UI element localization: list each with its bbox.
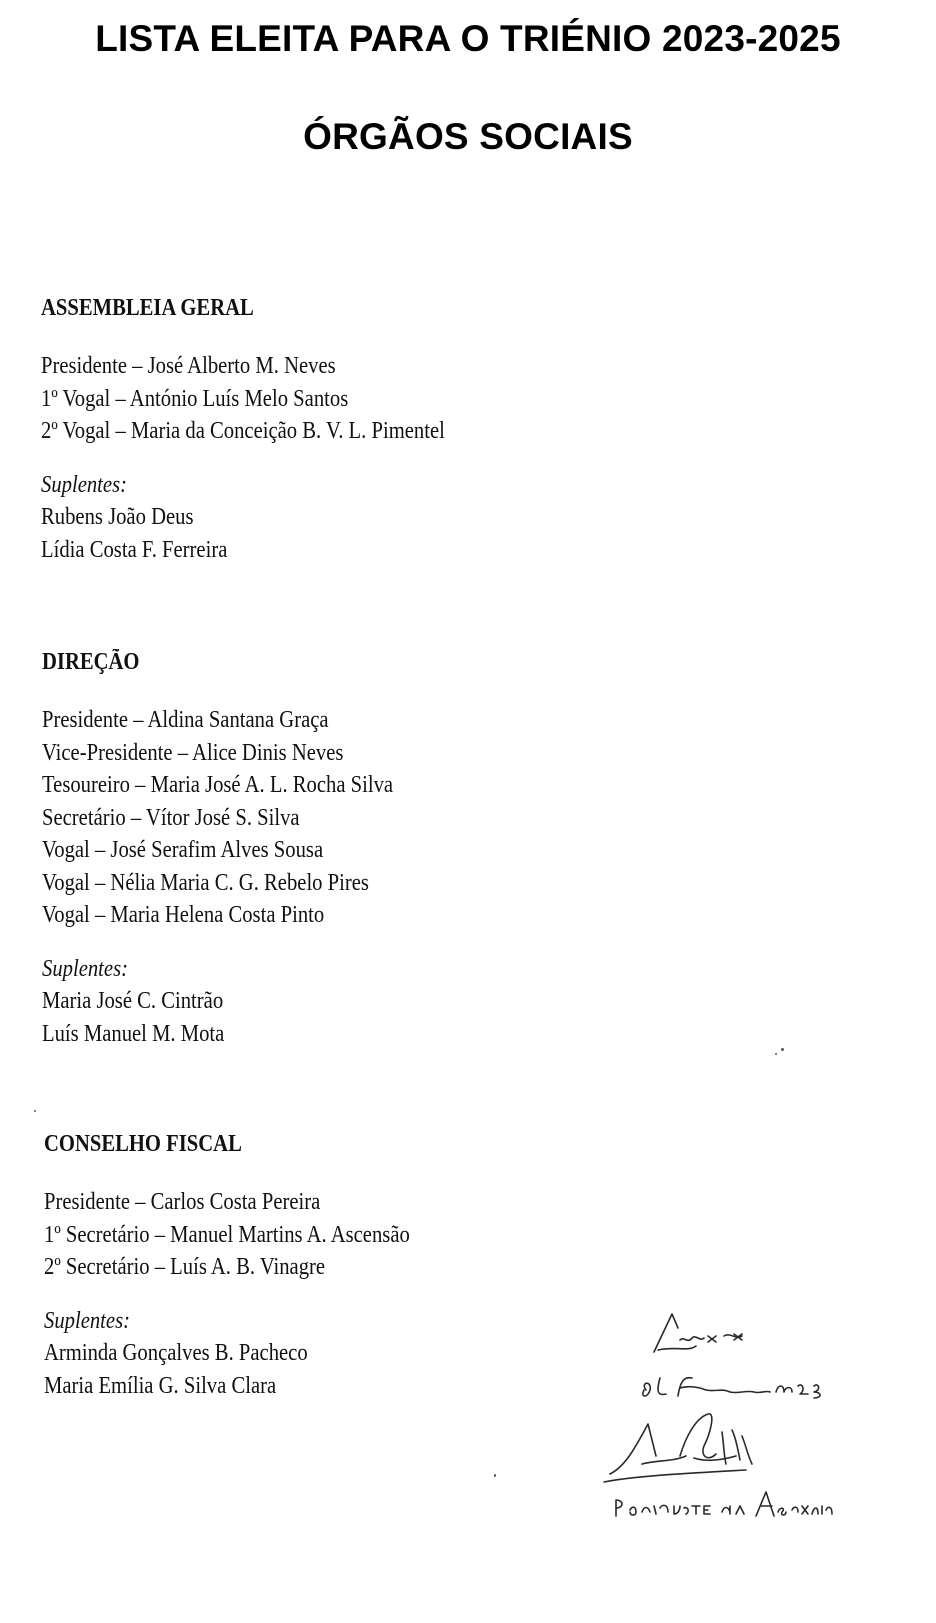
member-line: Vogal – José Serafim Alves Sousa xyxy=(42,837,324,863)
substitute-line: Lídia Costa F. Ferreira xyxy=(41,536,228,563)
member-list xyxy=(44,1186,469,1284)
member-line: 2º Secretário – Luís A. B. Vinagre xyxy=(44,1254,326,1280)
section-conselho-fiscal xyxy=(44,1128,469,1402)
member-line: 2º Vogal – Maria da Conceição B. V. L. Pimentel xyxy=(41,418,445,444)
substitutes-label: Suplentes: xyxy=(41,471,127,498)
member-line: Vogal – Maria Helena Costa Pinto xyxy=(42,902,325,928)
member-line: Presidente – Aldina Santana Graça xyxy=(42,707,329,733)
member-list xyxy=(42,704,450,932)
scan-speck xyxy=(34,1110,36,1112)
scan-speck xyxy=(781,1048,784,1051)
member-line: Presidente – Carlos Costa Pereira xyxy=(44,1189,321,1215)
document-title: LISTA ELEITA PARA O TRIÉNIO 2023-2025 xyxy=(95,18,841,59)
section-direcao xyxy=(42,646,450,1050)
member-list xyxy=(41,350,511,448)
section-assembleia-geral xyxy=(41,292,511,566)
member-line: Presidente – José Alberto M. Neves xyxy=(41,353,336,379)
scan-speck xyxy=(494,1474,496,1477)
substitute-line: Maria José C. Cintrão xyxy=(42,988,224,1014)
substitutes-label: Suplentes: xyxy=(42,955,128,982)
substitute-line: Arminda Gonçalves B. Pacheco xyxy=(44,1340,308,1366)
member-line: Secretário – Vítor José S. Silva xyxy=(42,804,300,831)
substitute-line: Rubens João Deus xyxy=(41,504,194,530)
substitute-line: Maria Emília G. Silva Clara xyxy=(44,1372,277,1399)
member-line: Vice-Presidente – Alice Dinis Neves xyxy=(42,739,344,766)
scan-speck xyxy=(775,1053,777,1055)
section-heading: DIREÇÃO xyxy=(42,649,140,675)
substitute-line: Luís Manuel M. Mota xyxy=(42,1020,225,1047)
member-line: Tesoureiro – Maria José A. L. Rocha Silva xyxy=(42,772,394,798)
substitutes-label: Suplentes: xyxy=(44,1307,130,1334)
section-heading: ASSEMBLEIA GERAL xyxy=(41,295,254,321)
handwritten-signature xyxy=(596,1306,836,1526)
member-line: 1º Vogal – António Luís Melo Santos xyxy=(41,385,349,412)
member-line: 1º Secretário – Manuel Martins A. Ascensão xyxy=(44,1221,410,1248)
document-subtitle: ÓRGÃOS SOCIAIS xyxy=(303,116,633,157)
section-heading: CONSELHO FISCAL xyxy=(44,1131,242,1157)
member-line: Vogal – Nélia Maria C. G. Rebelo Pires xyxy=(42,869,369,896)
